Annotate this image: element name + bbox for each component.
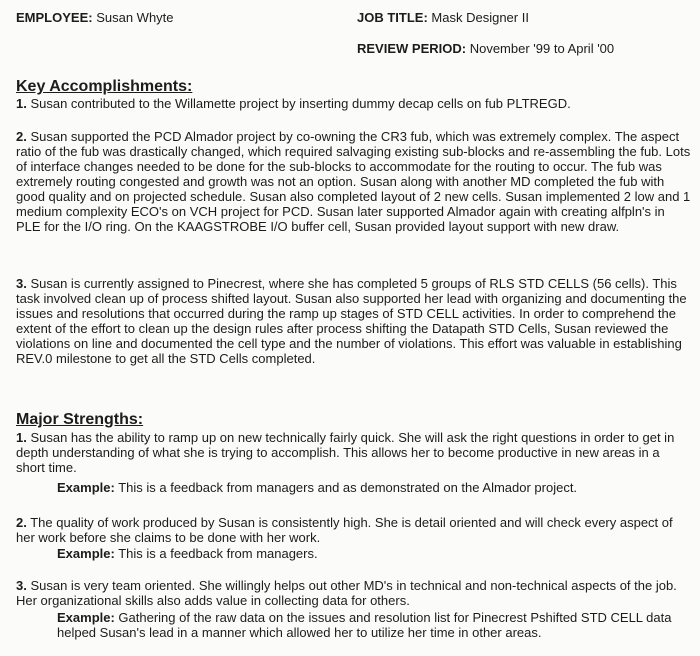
example-label: Example: (57, 480, 115, 495)
item-text: Susan supported the PCD Almador project by co-owning the CR3 fub, which was extremely complex. The aspect ratio of the fub was drastically changed, which required salvaging existing sub-blocks and re-assembling the fub. Lots of interface changes needed to be done for the sub-blocks to accommodate for the routing to occur. The fub was extremely routing congested and growth was not an option. Susan along with another MD completed the fub with good quality and on projected schedule. Susan also completed layout of 2 new cells. Susan implemented 2 low and 1 medium complexity ECO's on VCH project for PCD. Susan later supported Almador again with creating alfpln's in PLE for the I/O ring. On the KAAGSTROBE I/O buffer cell, Susan provided layout support with new draw. (16, 129, 691, 234)
example-label: Example: (57, 610, 115, 625)
item-text: Susan contributed to the Willamette project by inserting dummy decap cells on fub PLTREGD. (26, 96, 571, 111)
item-text: The quality of work produced by Susan is consistently high. She is detail oriented and will check every aspect of her work before she claims to be done with her work. (16, 515, 673, 545)
accomplishment-item-2 (16, 129, 692, 234)
job-title-label: JOB TITLE: (357, 10, 428, 25)
item-number: 1. (16, 430, 27, 445)
review-period-line (357, 41, 614, 56)
item-number: 3. (16, 578, 27, 593)
employee-name: Susan Whyte (96, 10, 174, 25)
strength-item-3 (16, 578, 692, 608)
strength-example-1 (57, 480, 687, 495)
strength-item-2 (16, 515, 692, 545)
item-text: Susan is currently assigned to Pinecrest, where she has completed 5 groups of RLS STD CELLS (56 cells). This task involved clean up of process shifted layout. Susan also supported her lead with organizing and documenting the issues and resolutions that occurred during the ramp up stages of STD CELL activities. In order to comprehend the extent of the effort to clean up the design rules after process shifting the Datapath STD Cells, Susan reviewed the violations on line and documented the cell type and the number of violations. This effort was valuable in establishing REV.0 milestone to get all the STD Cells completed. (16, 276, 687, 366)
job-title-line (357, 10, 529, 25)
item-number: 3. (16, 276, 27, 291)
accomplishment-item-3 (16, 276, 692, 366)
item-number: 2. (16, 515, 27, 530)
item-text: Susan is very team oriented. She willingly helps out other MD's in technical and non-technical aspects of the job. Her organizational skills also adds value in collecting data for others. (16, 578, 677, 608)
strength-item-1 (16, 430, 692, 475)
example-label: Example: (57, 546, 115, 561)
strength-example-3 (57, 610, 687, 640)
review-period-label: REVIEW PERIOD: (357, 41, 467, 56)
example-text: This is a feedback from managers and as demonstrated on the Almador project. (114, 480, 578, 495)
strength-example-2 (57, 546, 687, 561)
review-period-value: November '99 to April '00 (469, 41, 615, 56)
example-text: Gathering of the raw data on the issues and resolution list for Pinecrest Pshifted STD CELL data helped Susan's lead in a manner which allowed her to utilize her time in other areas. (57, 610, 672, 640)
item-number: 2. (16, 129, 27, 144)
accomplishment-item-1 (16, 96, 692, 111)
employee-line (16, 10, 174, 25)
item-text: Susan has the ability to ramp up on new technically fairly quick. She will ask the right questions in order to get in depth understanding of what she is trying to accomplish. This allows her to become productive in new areas in a short time. (16, 430, 675, 475)
item-number: 1. (16, 96, 27, 111)
job-title-value: Mask Designer II (431, 10, 529, 25)
key-accomplishments-heading: Key Accomplishments: (16, 78, 193, 95)
example-text: This is a feedback from managers. (114, 546, 318, 561)
employee-label: EMPLOYEE: (16, 10, 93, 25)
major-strengths-heading: Major Strengths: (16, 411, 144, 428)
